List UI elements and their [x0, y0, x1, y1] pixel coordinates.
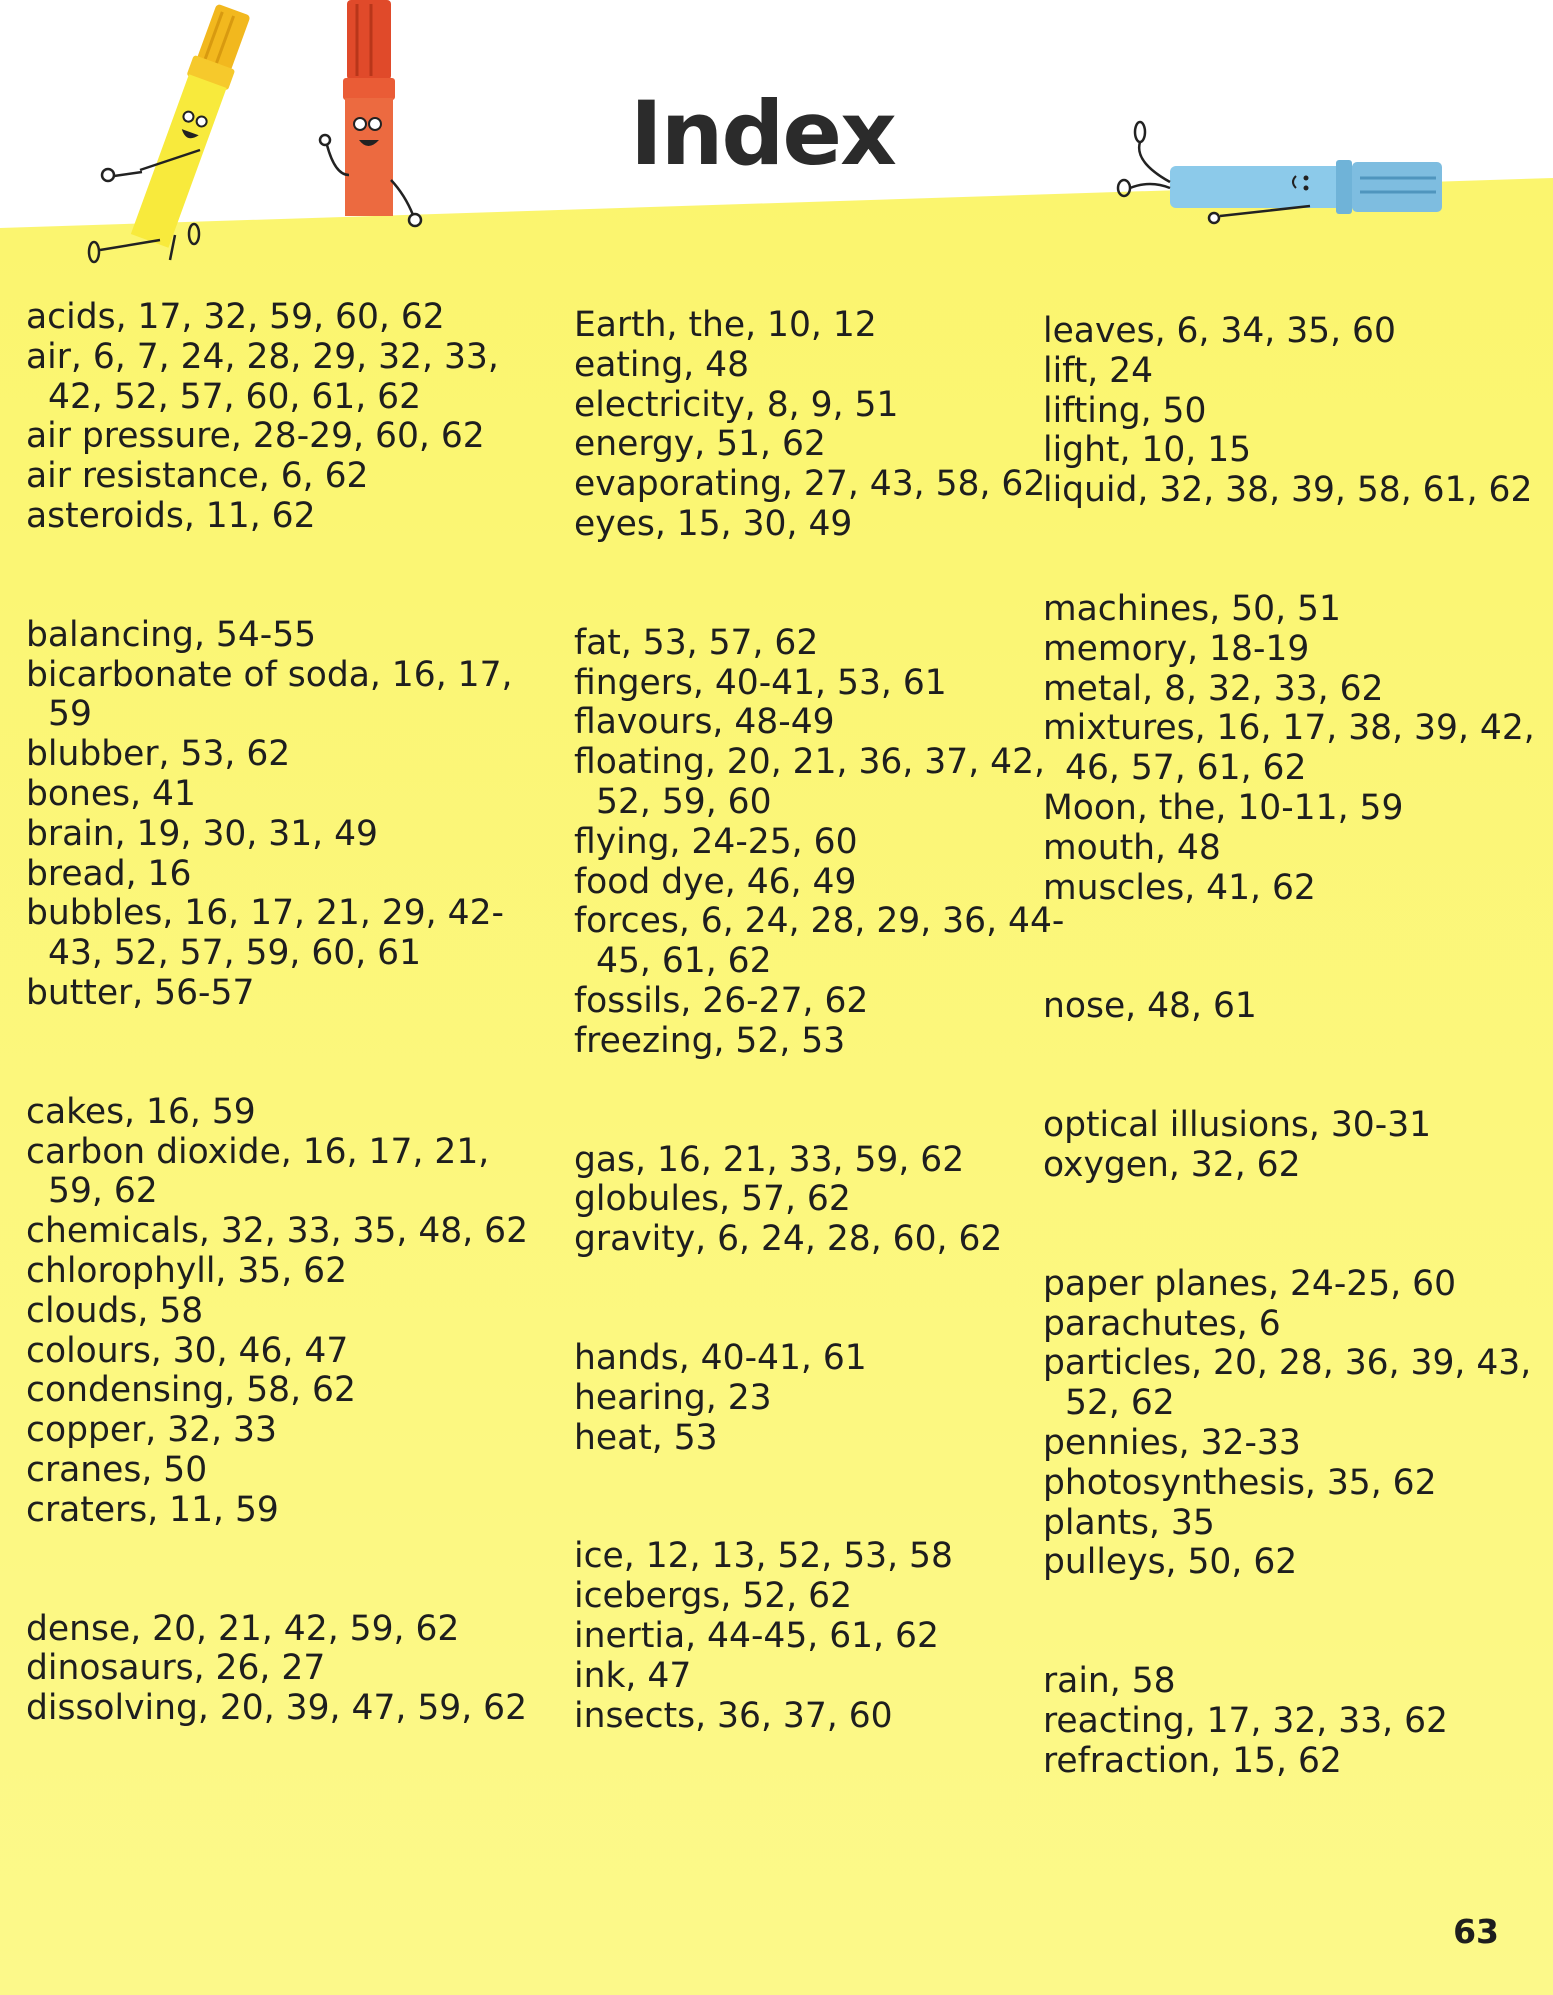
index-letter-group — [26, 1610, 546, 1729]
index-entry: blubber, 53, 62 — [26, 734, 291, 775]
index-entry: icebergs, 52, 62 — [574, 1576, 853, 1617]
index-column-1 — [26, 298, 546, 1808]
index-letter-group — [1043, 590, 1553, 908]
index-letter-group — [26, 298, 546, 537]
index-entry: fingers, 40-41, 53, 61 — [574, 662, 947, 703]
index-entry: condensing, 58, 62 — [26, 1370, 356, 1411]
index-entry: eyes, 15, 30, 49 — [574, 503, 853, 544]
index-entry: paper planes, 24-25, 60 — [1043, 1263, 1457, 1304]
index-entry: machines, 50, 51 — [1043, 588, 1341, 629]
index-entry: flying, 24-25, 60 — [574, 821, 858, 862]
index-entry: bones, 41 — [26, 773, 196, 814]
index-entry: dissolving, 20, 39, 47, 59, 62 — [26, 1688, 528, 1729]
index-entry: cakes, 16, 59 — [26, 1091, 256, 1132]
index-entry: bubbles, 16, 17, 21, 29, 42-43, 52, 57, 59, 60, 61 — [26, 893, 504, 974]
index-entry: memory, 18-19 — [1043, 628, 1310, 669]
index-entry: acids, 17, 32, 59, 60, 62 — [26, 297, 445, 337]
index-entry: evaporating, 27, 43, 58, 62 — [574, 464, 1046, 505]
index-entry: reacting, 17, 32, 33, 62 — [1043, 1700, 1448, 1741]
index-entry: bread, 16 — [26, 853, 192, 894]
index-entry: nose, 48, 61 — [1043, 986, 1257, 1027]
index-entry: asteroids, 11, 62 — [26, 495, 316, 536]
index-entry: freezing, 52, 53 — [574, 1020, 846, 1061]
index-letter-group — [574, 306, 1094, 545]
index-entry: clouds, 58 — [26, 1290, 204, 1331]
index-entry: hearing, 23 — [574, 1377, 772, 1418]
index-entry: ice, 12, 13, 52, 53, 58 — [574, 1536, 953, 1577]
index-entry: leaves, 6, 34, 35, 60 — [1043, 311, 1396, 351]
index-entry: carbon dioxide, 16, 17, 21, 59, 62 — [26, 1131, 490, 1212]
index-entry: plants, 35 — [1043, 1502, 1215, 1543]
index-entry: dense, 20, 21, 42, 59, 62 — [26, 1608, 460, 1649]
index-entry: metal, 8, 32, 33, 62 — [1043, 668, 1384, 709]
index-entry: food dye, 46, 49 — [574, 861, 857, 902]
page-number: 63 — [1453, 1912, 1499, 1951]
index-entry: energy, 51, 62 — [574, 424, 826, 465]
index-entry: electricity, 8, 9, 51 — [574, 384, 899, 425]
index-entry: fossils, 26-27, 62 — [574, 980, 869, 1021]
index-letter-group — [1043, 1265, 1553, 1583]
index-entry: pulleys, 50, 62 — [1043, 1542, 1298, 1583]
index-entry: copper, 32, 33 — [26, 1410, 277, 1451]
index-entry: eating, 48 — [574, 344, 750, 385]
index-entry: floating, 20, 21, 36, 37, 42, 52, 59, 60 — [574, 742, 1045, 822]
index-entry: lifting, 50 — [1043, 390, 1207, 431]
index-letter-group — [1043, 987, 1553, 1027]
index-entry: flavours, 48-49 — [574, 702, 835, 743]
index-entry: parachutes, 6 — [1043, 1303, 1281, 1344]
index-entry: inertia, 44-45, 61, 62 — [574, 1615, 939, 1656]
index-column-2 — [574, 306, 1094, 1815]
index-entry: craters, 11, 59 — [26, 1489, 279, 1530]
index-entry: pennies, 32-33 — [1043, 1422, 1301, 1463]
index-letter-group — [574, 1141, 1094, 1260]
index-entry: chemicals, 32, 33, 35, 48, 62 — [26, 1211, 529, 1252]
index-entry: forces, 6, 24, 28, 29, 36, 44-45, 61, 62 — [574, 901, 1065, 982]
index-entry: cranes, 50 — [26, 1449, 208, 1490]
index-entry: muscles, 41, 62 — [1043, 867, 1316, 908]
index-entry: colours, 30, 46, 47 — [26, 1330, 349, 1371]
index-entry: ink, 47 — [574, 1655, 692, 1696]
index-entry: refraction, 15, 62 — [1043, 1740, 1342, 1781]
index-letter-group — [574, 1339, 1094, 1458]
index-entry: brain, 19, 30, 31, 49 — [26, 813, 379, 854]
index-entry: Moon, the, 10-11, 59 — [1043, 787, 1404, 828]
index-entry: oxygen, 32, 62 — [1043, 1144, 1301, 1185]
index-entry: air pressure, 28-29, 60, 62 — [26, 416, 485, 457]
index-entry: particles, 20, 28, 36, 39, 43, 52, 62 — [1043, 1343, 1532, 1424]
index-entry: bicarbonate of soda, 16, 17, 59 — [26, 654, 513, 735]
page-title: Index — [630, 82, 895, 185]
index-entry: dinosaurs, 26, 27 — [26, 1648, 326, 1689]
index-entry: lift, 24 — [1043, 350, 1154, 391]
index-letter-group — [574, 624, 1094, 1062]
index-entry: fat, 53, 57, 62 — [574, 622, 819, 663]
index-letter-group — [574, 1537, 1094, 1736]
index-entry: balancing, 54-55 — [26, 614, 317, 655]
blue-marker-character-icon — [1110, 118, 1450, 228]
index-entry: hands, 40-41, 61 — [574, 1337, 867, 1378]
index-entry: rain, 58 — [1043, 1661, 1176, 1702]
index-entry: heat, 53 — [574, 1417, 718, 1458]
index-entry: mixtures, 16, 17, 38, 39, 42, 46, 57, 61, 62 — [1043, 708, 1535, 789]
index-entry: liquid, 32, 38, 39, 58, 61, 62 — [1043, 470, 1533, 511]
index-entry: insects, 36, 37, 60 — [574, 1695, 893, 1736]
index-letter-group — [1043, 1662, 1553, 1781]
index-entry: gas, 16, 21, 33, 59, 62 — [574, 1139, 965, 1180]
index-letter-group — [1043, 312, 1553, 511]
index-letter-group — [26, 1093, 546, 1531]
index-entry: chlorophyll, 35, 62 — [26, 1250, 348, 1291]
index-letter-group — [1043, 1106, 1553, 1186]
index-entry: photosynthesis, 35, 62 — [1043, 1462, 1437, 1503]
index-entry: mouth, 48 — [1043, 827, 1221, 868]
index-entry: light, 10, 15 — [1043, 430, 1252, 471]
yellow-marker-character-icon — [80, 0, 270, 280]
index-column-3 — [1043, 312, 1553, 1861]
index-entry: globules, 57, 62 — [574, 1179, 851, 1220]
index-entry: butter, 56-57 — [26, 972, 255, 1013]
index-entry: Earth, the, 10, 12 — [574, 305, 877, 345]
index-entry: air resistance, 6, 62 — [26, 456, 369, 497]
red-marker-character-icon — [315, 0, 435, 235]
index-entry: gravity, 6, 24, 28, 60, 62 — [574, 1219, 1003, 1260]
index-entry: optical illusions, 30-31 — [1043, 1105, 1432, 1146]
index-entry: air, 6, 7, 24, 28, 29, 32, 33, 42, 52, 57, 60, 61, 62 — [26, 336, 499, 417]
index-letter-group — [26, 616, 546, 1014]
